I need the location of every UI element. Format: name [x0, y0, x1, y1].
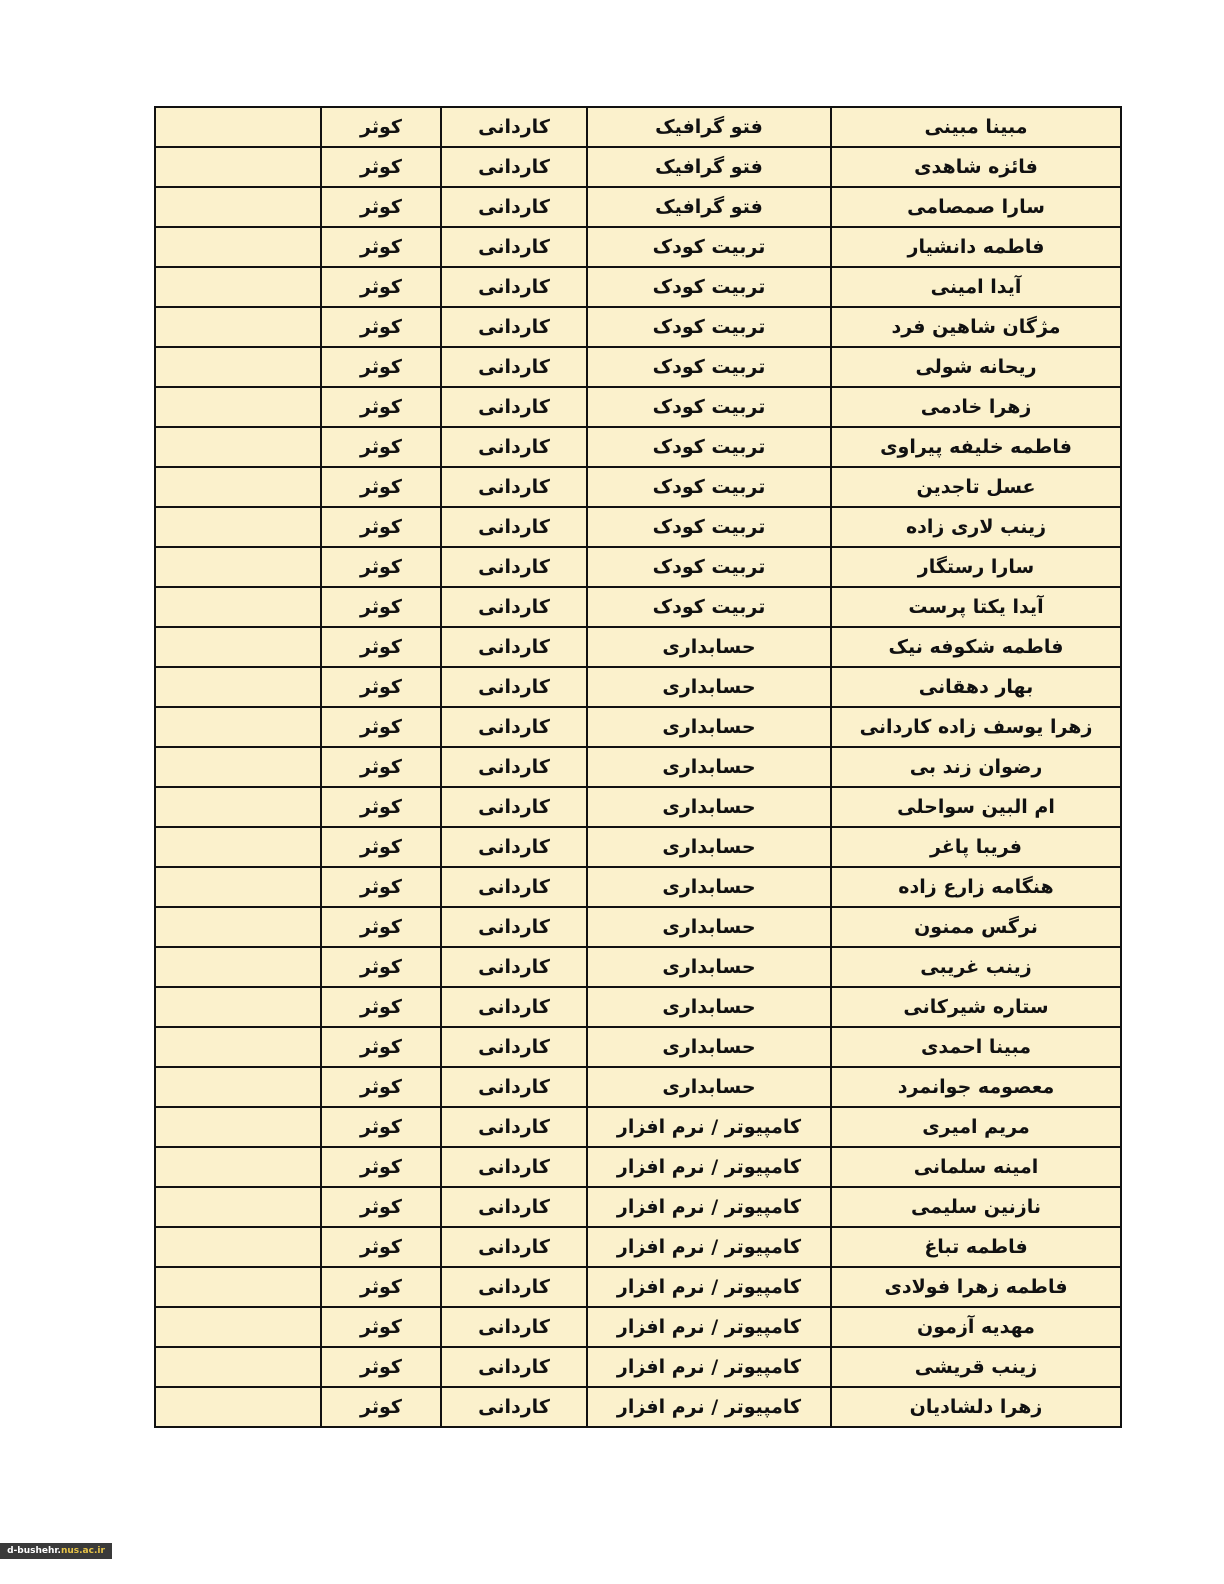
blank-cell [155, 1147, 321, 1187]
student-name-cell: معصومه جوانمرد [831, 1067, 1121, 1107]
field-of-study-cell: فتو گرافیک [587, 147, 831, 187]
student-name-cell: ستاره شیرکانی [831, 987, 1121, 1027]
degree-level-cell: کاردانی [441, 707, 587, 747]
table-row [155, 1307, 1121, 1347]
degree-level-cell: کاردانی [441, 427, 587, 467]
student-name-cell: سارا صمصامی [831, 187, 1121, 227]
field-of-study-cell: حسابداری [587, 787, 831, 827]
blank-cell [155, 867, 321, 907]
campus-cell: کوثر [321, 627, 441, 667]
student-name-cell: امینه سلمانی [831, 1147, 1121, 1187]
degree-level-cell: کاردانی [441, 827, 587, 867]
degree-level-cell: کاردانی [441, 867, 587, 907]
table-row [155, 1067, 1121, 1107]
student-name-cell: زینب قریشی [831, 1347, 1121, 1387]
degree-level-cell: کاردانی [441, 107, 587, 147]
site-watermark-badge[interactable] [0, 1543, 112, 1559]
table-row [155, 827, 1121, 867]
table-row [155, 1107, 1121, 1147]
student-name-cell: نرگس ممنون [831, 907, 1121, 947]
student-name-cell: رضوان زند بی [831, 747, 1121, 787]
field-of-study-cell: حسابداری [587, 627, 831, 667]
table-row [155, 1147, 1121, 1187]
campus-cell: کوثر [321, 1147, 441, 1187]
blank-cell [155, 507, 321, 547]
field-of-study-cell: فتو گرافیک [587, 107, 831, 147]
blank-cell [155, 147, 321, 187]
student-name-cell: آیدا امینی [831, 267, 1121, 307]
student-name-cell: هنگامه زارع زاده [831, 867, 1121, 907]
campus-cell: کوثر [321, 747, 441, 787]
blank-cell [155, 1067, 321, 1107]
campus-cell: کوثر [321, 107, 441, 147]
degree-level-cell: کاردانی [441, 307, 587, 347]
campus-cell: کوثر [321, 667, 441, 707]
student-name-cell: ریحانه شولی [831, 347, 1121, 387]
table-row [155, 547, 1121, 587]
student-name-cell: عسل تاجدین [831, 467, 1121, 507]
field-of-study-cell: حسابداری [587, 867, 831, 907]
table-row [155, 347, 1121, 387]
field-of-study-cell: حسابداری [587, 1027, 831, 1067]
table-row [155, 1267, 1121, 1307]
table-row [155, 267, 1121, 307]
degree-level-cell: کاردانی [441, 1187, 587, 1227]
site-watermark-domain: nus.ac.ir [60, 1546, 105, 1556]
blank-cell [155, 107, 321, 147]
campus-cell: کوثر [321, 987, 441, 1027]
degree-level-cell: کاردانی [441, 1307, 587, 1347]
campus-cell: کوثر [321, 587, 441, 627]
degree-level-cell: کاردانی [441, 987, 587, 1027]
student-name-cell: نازنین سلیمی [831, 1187, 1121, 1227]
table-row [155, 747, 1121, 787]
field-of-study-cell: تربیت کودک [587, 507, 831, 547]
table-row [155, 1027, 1121, 1067]
field-of-study-cell: تربیت کودک [587, 587, 831, 627]
campus-cell: کوثر [321, 1227, 441, 1267]
student-name-cell: بهار دهقانی [831, 667, 1121, 707]
field-of-study-cell: کامپیوتر / نرم افزار [587, 1187, 831, 1227]
field-of-study-cell: فتو گرافیک [587, 187, 831, 227]
campus-cell: کوثر [321, 1307, 441, 1347]
field-of-study-cell: تربیت کودک [587, 547, 831, 587]
degree-level-cell: کاردانی [441, 1027, 587, 1067]
degree-level-cell: کاردانی [441, 947, 587, 987]
student-name-cell: آیدا یکتا پرست [831, 587, 1121, 627]
field-of-study-cell: تربیت کودک [587, 227, 831, 267]
campus-cell: کوثر [321, 267, 441, 307]
blank-cell [155, 787, 321, 827]
student-name-cell: فاطمه زهرا فولادی [831, 1267, 1121, 1307]
student-name-cell: زهرا دلشادیان [831, 1387, 1121, 1427]
field-of-study-cell: کامپیوتر / نرم افزار [587, 1307, 831, 1347]
blank-cell [155, 347, 321, 387]
student-name-cell: زهرا خادمی [831, 387, 1121, 427]
campus-cell: کوثر [321, 1067, 441, 1107]
student-name-cell: فاطمه شکوفه نیک [831, 627, 1121, 667]
field-of-study-cell: حسابداری [587, 747, 831, 787]
table-row [155, 907, 1121, 947]
campus-cell: کوثر [321, 1027, 441, 1067]
student-name-cell: فریبا پاغر [831, 827, 1121, 867]
degree-level-cell: کاردانی [441, 387, 587, 427]
table-row [155, 1347, 1121, 1387]
field-of-study-cell: حسابداری [587, 827, 831, 867]
campus-cell: کوثر [321, 307, 441, 347]
table-row [155, 987, 1121, 1027]
campus-cell: کوثر [321, 707, 441, 747]
field-of-study-cell: حسابداری [587, 907, 831, 947]
field-of-study-cell: تربیت کودک [587, 387, 831, 427]
table-row [155, 1187, 1121, 1227]
blank-cell [155, 987, 321, 1027]
student-name-cell: فاطمه خلیفه پیراوی [831, 427, 1121, 467]
degree-level-cell: کاردانی [441, 667, 587, 707]
field-of-study-cell: کامپیوتر / نرم افزار [587, 1227, 831, 1267]
campus-cell: کوثر [321, 187, 441, 227]
campus-cell: کوثر [321, 867, 441, 907]
degree-level-cell: کاردانی [441, 347, 587, 387]
blank-cell [155, 1187, 321, 1227]
blank-cell [155, 827, 321, 867]
degree-level-cell: کاردانی [441, 1107, 587, 1147]
blank-cell [155, 907, 321, 947]
field-of-study-cell: تربیت کودک [587, 347, 831, 387]
blank-cell [155, 1227, 321, 1267]
campus-cell: کوثر [321, 387, 441, 427]
degree-level-cell: کاردانی [441, 227, 587, 267]
student-name-cell: فاطمه دانشیار [831, 227, 1121, 267]
blank-cell [155, 667, 321, 707]
table-row [155, 1387, 1121, 1427]
field-of-study-cell: کامپیوتر / نرم افزار [587, 1347, 831, 1387]
table-row [155, 507, 1121, 547]
blank-cell [155, 227, 321, 267]
field-of-study-cell: تربیت کودک [587, 307, 831, 347]
field-of-study-cell: حسابداری [587, 947, 831, 987]
degree-level-cell: کاردانی [441, 627, 587, 667]
field-of-study-cell: کامپیوتر / نرم افزار [587, 1107, 831, 1147]
campus-cell: کوثر [321, 907, 441, 947]
blank-cell [155, 1347, 321, 1387]
student-name-cell: سارا رستگار [831, 547, 1121, 587]
field-of-study-cell: تربیت کودک [587, 467, 831, 507]
student-name-cell: مریم امیری [831, 1107, 1121, 1147]
table-row [155, 787, 1121, 827]
student-name-cell: مبینا احمدی [831, 1027, 1121, 1067]
field-of-study-cell: حسابداری [587, 1067, 831, 1107]
campus-cell: کوثر [321, 147, 441, 187]
campus-cell: کوثر [321, 1267, 441, 1307]
student-roster-sheet [154, 106, 1112, 1428]
field-of-study-cell: تربیت کودک [587, 427, 831, 467]
campus-cell: کوثر [321, 1387, 441, 1427]
table-row [155, 187, 1121, 227]
degree-level-cell: کاردانی [441, 267, 587, 307]
roster-table-body [155, 107, 1121, 1427]
field-of-study-cell: حسابداری [587, 987, 831, 1027]
blank-cell [155, 587, 321, 627]
table-row [155, 387, 1121, 427]
campus-cell: کوثر [321, 1107, 441, 1147]
table-row [155, 307, 1121, 347]
table-row [155, 427, 1121, 467]
degree-level-cell: کاردانی [441, 1267, 587, 1307]
blank-cell [155, 267, 321, 307]
student-name-cell: ام البین سواحلی [831, 787, 1121, 827]
student-name-cell: زینب لاری زاده [831, 507, 1121, 547]
field-of-study-cell: کامپیوتر / نرم افزار [587, 1267, 831, 1307]
table-row [155, 227, 1121, 267]
field-of-study-cell: حسابداری [587, 707, 831, 747]
blank-cell [155, 467, 321, 507]
blank-cell [155, 947, 321, 987]
blank-cell [155, 547, 321, 587]
student-name-cell: مژگان شاهین فرد [831, 307, 1121, 347]
degree-level-cell: کاردانی [441, 1227, 587, 1267]
blank-cell [155, 387, 321, 427]
campus-cell: کوثر [321, 1347, 441, 1387]
blank-cell [155, 427, 321, 467]
degree-level-cell: کاردانی [441, 1347, 587, 1387]
table-row [155, 867, 1121, 907]
table-row [155, 667, 1121, 707]
student-roster-table [154, 106, 1122, 1428]
campus-cell: کوثر [321, 467, 441, 507]
field-of-study-cell: حسابداری [587, 667, 831, 707]
campus-cell: کوثر [321, 227, 441, 267]
degree-level-cell: کاردانی [441, 467, 587, 507]
campus-cell: کوثر [321, 1187, 441, 1227]
table-row [155, 587, 1121, 627]
degree-level-cell: کاردانی [441, 1067, 587, 1107]
student-name-cell: زهرا یوسف زاده کاردانی [831, 707, 1121, 747]
degree-level-cell: کاردانی [441, 787, 587, 827]
degree-level-cell: کاردانی [441, 747, 587, 787]
degree-level-cell: کاردانی [441, 907, 587, 947]
degree-level-cell: کاردانی [441, 147, 587, 187]
blank-cell [155, 187, 321, 227]
blank-cell [155, 1107, 321, 1147]
campus-cell: کوثر [321, 347, 441, 387]
site-watermark-prefix: d-bushehr. [7, 1546, 61, 1556]
student-name-cell: زینب غریبی [831, 947, 1121, 987]
table-row [155, 627, 1121, 667]
blank-cell [155, 627, 321, 667]
table-row [155, 707, 1121, 747]
student-name-cell: مبینا مبینی [831, 107, 1121, 147]
degree-level-cell: کاردانی [441, 1387, 587, 1427]
campus-cell: کوثر [321, 427, 441, 467]
degree-level-cell: کاردانی [441, 547, 587, 587]
campus-cell: کوثر [321, 827, 441, 867]
degree-level-cell: کاردانی [441, 507, 587, 547]
blank-cell [155, 1387, 321, 1427]
blank-cell [155, 1267, 321, 1307]
degree-level-cell: کاردانی [441, 187, 587, 227]
table-row [155, 467, 1121, 507]
field-of-study-cell: تربیت کودک [587, 267, 831, 307]
degree-level-cell: کاردانی [441, 1147, 587, 1187]
blank-cell [155, 1027, 321, 1067]
blank-cell [155, 1307, 321, 1347]
degree-level-cell: کاردانی [441, 587, 587, 627]
student-name-cell: مهدیه آزمون [831, 1307, 1121, 1347]
blank-cell [155, 307, 321, 347]
student-name-cell: فاطمه تباغ [831, 1227, 1121, 1267]
campus-cell: کوثر [321, 787, 441, 827]
table-row [155, 1227, 1121, 1267]
field-of-study-cell: کامپیوتر / نرم افزار [587, 1387, 831, 1427]
table-row [155, 947, 1121, 987]
field-of-study-cell: کامپیوتر / نرم افزار [587, 1147, 831, 1187]
table-row [155, 147, 1121, 187]
campus-cell: کوثر [321, 547, 441, 587]
blank-cell [155, 707, 321, 747]
blank-cell [155, 747, 321, 787]
campus-cell: کوثر [321, 947, 441, 987]
campus-cell: کوثر [321, 507, 441, 547]
student-name-cell: فائزه شاهدی [831, 147, 1121, 187]
table-row [155, 107, 1121, 147]
